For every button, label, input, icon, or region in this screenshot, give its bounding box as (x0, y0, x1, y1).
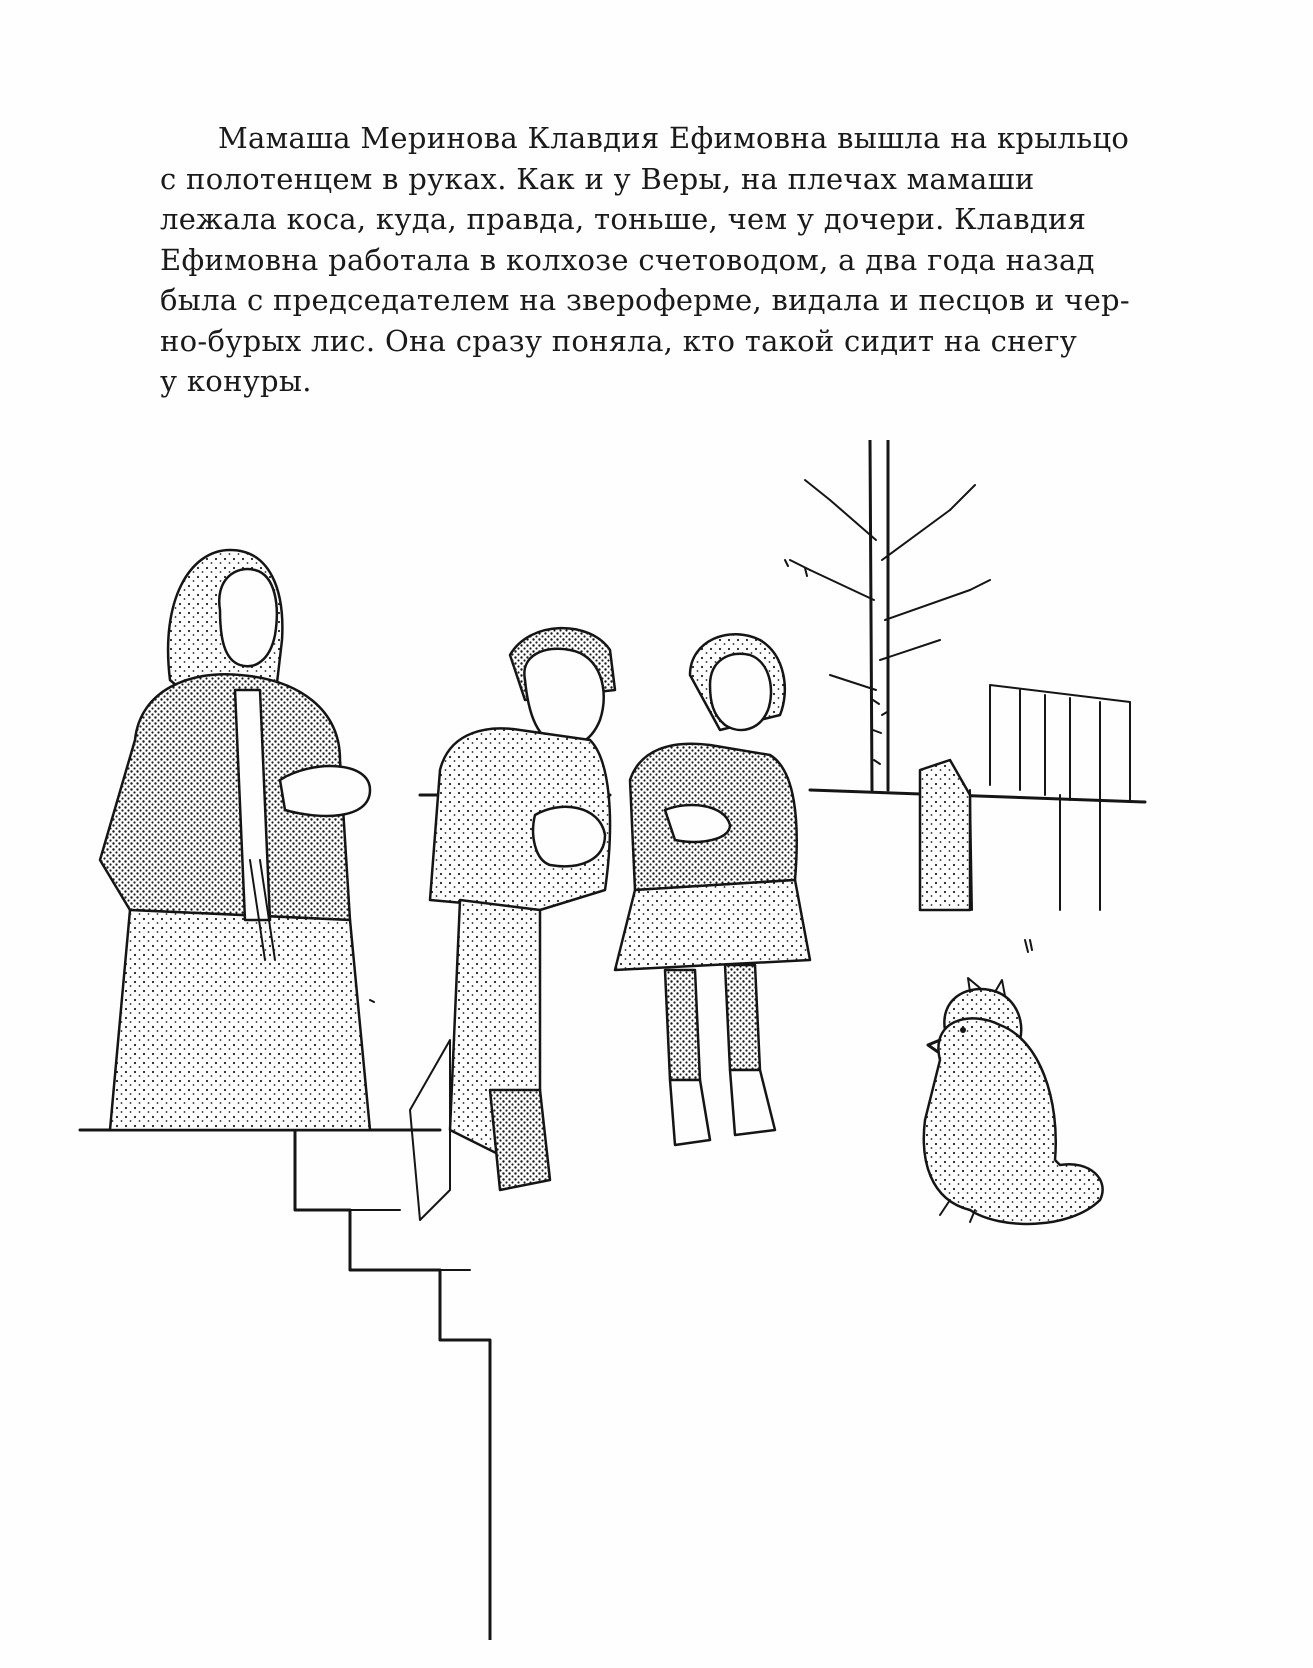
paragraph-line-4-text: Ефимовна работала в колхозе счетоводом, а два года назад (160, 242, 1095, 277)
birch-tree (790, 440, 990, 790)
paragraph-line-4 (160, 240, 1170, 281)
paragraph-line-3 (160, 199, 1170, 240)
paragraph-line-6 (160, 321, 1170, 362)
paragraph-line-7 (160, 361, 1170, 402)
girl-figure (615, 634, 810, 1145)
ink-illustration (70, 440, 1220, 1640)
illustration-svg (70, 440, 1220, 1640)
mother-figure (100, 550, 370, 1130)
porch-steps (80, 1130, 490, 1640)
paragraph-line-6-text: но-бурых лис. Она сразу поняла, кто такой сидит на снегу (160, 323, 1078, 358)
fox-figure (924, 940, 1103, 1224)
paragraph-line-2-text: с полотенцем в руках. Как и у Веры, на плечах мамаши (160, 161, 1035, 196)
paragraph-line-2 (160, 159, 1170, 200)
paragraph-line-3-text: лежала коса, куда, правда, тоньше, чем у дочери. Клавдия (160, 202, 1087, 236)
fox-eye (960, 1027, 966, 1033)
paragraph-line-1-text: Мамаша Меринова Клавдия Ефимовна вышла на крыльцо (218, 121, 1130, 155)
paragraph-line-7-text: у конуры. (160, 364, 312, 398)
paragraph-line-5 (160, 280, 1170, 321)
paragraph-line-5-text: была с председателем на звероферме, видала и песцов и чер- (160, 283, 1131, 317)
paragraph-line-1 (160, 118, 1170, 159)
paragraph (160, 118, 1170, 402)
